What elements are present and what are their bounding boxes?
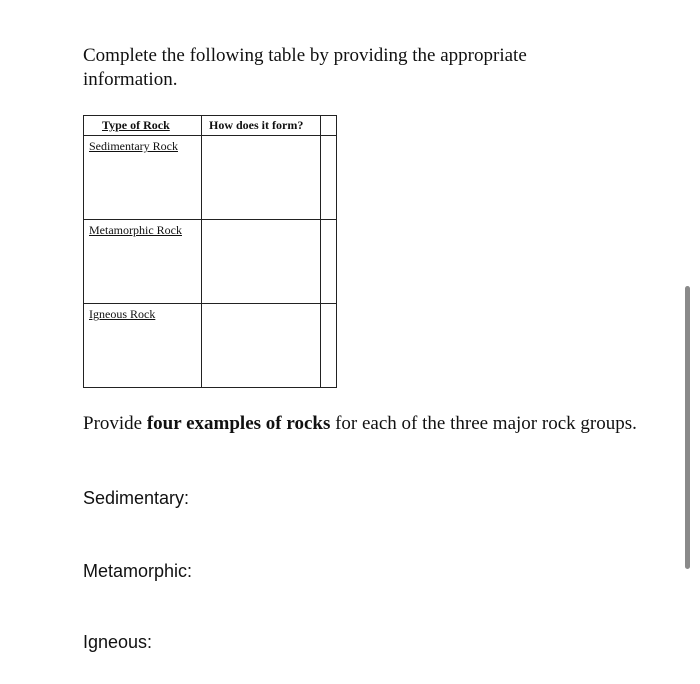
column-divider [320, 116, 321, 387]
rock-table [83, 115, 337, 388]
vertical-scrollbar[interactable] [685, 286, 690, 569]
row-divider [84, 303, 336, 304]
column-divider [201, 116, 202, 387]
row-label-igneous: Igneous Rock [89, 307, 156, 321]
prompt-text-bold: four examples of rocks [146, 413, 331, 434]
label-metamorphic: Metamorphic: [83, 561, 193, 581]
prompt-text-start: Provide [83, 413, 147, 434]
prompt-text-end: for each of the three major rock groups. [330, 413, 637, 434]
table-instructions: Complete the following table by providing the appropriate information. [83, 45, 527, 90]
examples-instructions [83, 412, 643, 436]
row-divider [84, 135, 336, 136]
header-type-of-rock: Type of Rock [102, 118, 170, 132]
label-sedimentary: Sedimentary: [83, 488, 190, 508]
row-divider [84, 219, 336, 220]
row-label-sedimentary: Sedimentary Rock [89, 139, 178, 153]
header-how-does-it-form: How does it form? [209, 118, 304, 132]
label-igneous: Igneous: [83, 632, 153, 652]
row-label-metamorphic: Metamorphic Rock [89, 223, 182, 237]
